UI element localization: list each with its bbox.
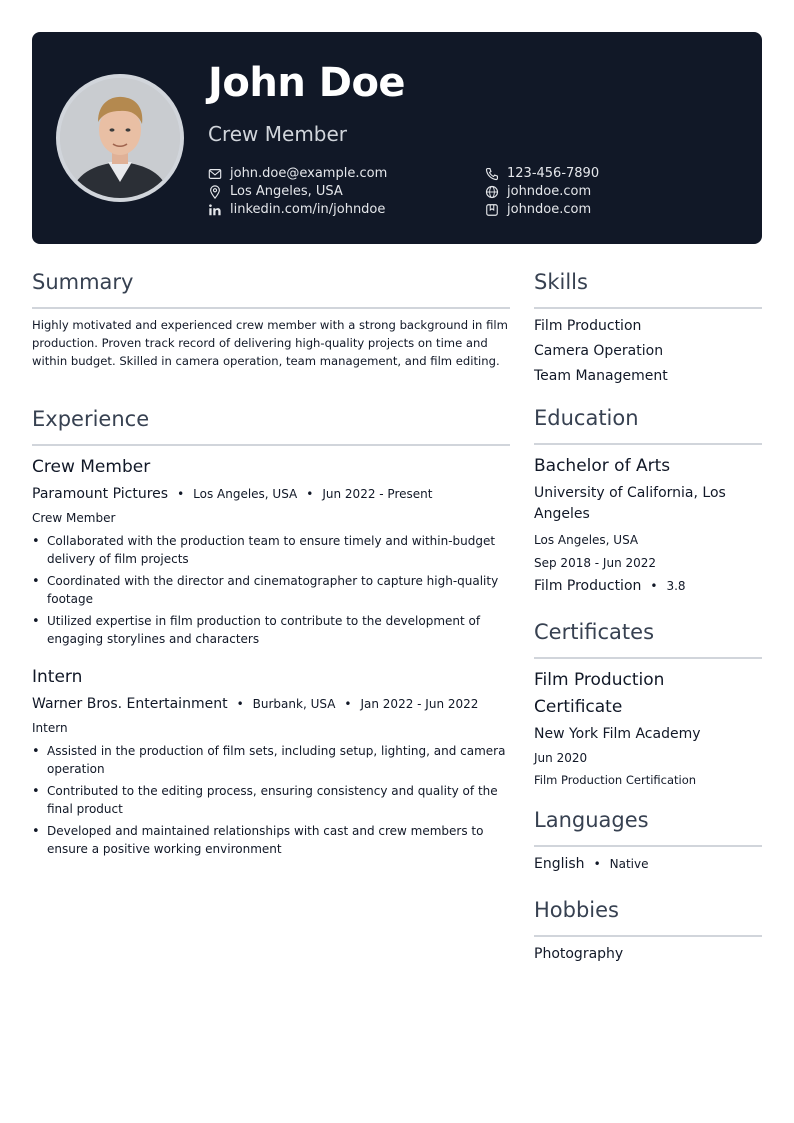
separator-dot: • — [177, 487, 185, 501]
avatar-portrait — [60, 78, 180, 198]
education-gpa: 3.8 — [666, 579, 686, 593]
separator-dot: • — [236, 697, 244, 711]
job-bullet: • Utilized expertise in film production to contribute to the development of engaging storylines and characters — [32, 612, 512, 648]
job-bullet: • Assisted in the production of film sets, including setup, lighting, and camera operation — [32, 742, 512, 778]
summary-divider — [32, 307, 510, 309]
skills-heading: Skills — [534, 270, 588, 294]
contact-linkedin-text: linkedin.com/in/johndoe — [230, 202, 386, 217]
contact-phone[interactable] — [485, 166, 599, 181]
contact-linkedin[interactable] — [208, 202, 385, 217]
education-school: University of California, Los Angeles — [534, 485, 726, 522]
languages-heading: Languages — [534, 808, 649, 832]
resume-header — [32, 32, 762, 244]
avatar — [56, 74, 184, 202]
education-heading: Education — [534, 406, 639, 430]
job-bullet: • Contributed to the editing process, ensuring consistency and quality of the final product — [32, 782, 512, 818]
skill-item: Film Production — [534, 318, 642, 334]
job-dates: Jun 2022 - Present — [322, 487, 433, 501]
contact-portfolio-text: johndoe.com — [507, 202, 592, 217]
contact-phone-text: 123-456-7890 — [507, 166, 600, 181]
skill-item: Team Management — [534, 368, 668, 384]
separator-dot: • — [650, 579, 658, 593]
experience-divider — [32, 444, 510, 446]
certificate-issuer: New York Film Academy — [534, 726, 701, 742]
languages-divider — [534, 845, 762, 847]
language-name: English — [534, 856, 585, 872]
job-dates: Jan 2022 - Jun 2022 — [360, 697, 479, 711]
job-bullet: • Collaborated with the production team to ensure timely and within-budget delivery of film projects — [32, 532, 512, 568]
candidate-name: John Doe — [208, 60, 406, 106]
education-divider — [534, 443, 762, 445]
job-title: Intern — [32, 667, 83, 687]
certificate-date: Jun 2020 — [534, 751, 588, 765]
linkedin-icon — [208, 203, 222, 217]
summary-heading: Summary — [32, 270, 134, 294]
certificates-heading: Certificates — [534, 620, 655, 644]
job-company-line — [32, 486, 432, 502]
education-location: Los Angeles, USA — [534, 533, 639, 547]
hobbies-heading: Hobbies — [534, 898, 619, 922]
separator-dot: • — [306, 487, 314, 501]
job-company: Warner Bros. Entertainment — [32, 696, 228, 712]
job-company: Paramount Pictures — [32, 486, 169, 502]
separator-dot: • — [344, 697, 352, 711]
contact-location-text: Los Angeles, USA — [230, 184, 343, 199]
certificate-description: Film Production Certification — [534, 773, 697, 787]
contact-email[interactable] — [208, 166, 387, 181]
job-role: Crew Member — [32, 511, 116, 525]
language-level: Native — [609, 857, 649, 871]
job-role: Intern — [32, 721, 68, 735]
job-title: Crew Member — [32, 457, 151, 477]
job-bullets — [32, 742, 512, 862]
bookmark-icon — [485, 203, 499, 217]
contact-website[interactable] — [485, 184, 591, 199]
education-dates: Sep 2018 - Jun 2022 — [534, 556, 657, 570]
language-line — [534, 856, 649, 872]
experience-heading: Experience — [32, 407, 150, 431]
education-field-line — [534, 578, 686, 594]
job-company-line — [32, 696, 478, 712]
mail-icon — [208, 167, 222, 181]
phone-icon — [485, 167, 499, 181]
separator-dot: • — [593, 857, 601, 871]
map-pin-icon — [208, 185, 222, 199]
contact-website-text: johndoe.com — [507, 184, 592, 199]
job-bullets — [32, 532, 512, 652]
skills-divider — [534, 307, 762, 309]
job-location: Los Angeles, USA — [193, 487, 298, 501]
contact-location — [208, 184, 343, 199]
education-field: Film Production — [534, 578, 642, 594]
summary-text: Highly motivated and experienced crew member with a strong background in film production. Proven track record of delivering high-quality projects on time and within budget. Skilled in camera operation, team management, and film editing. — [32, 318, 508, 368]
job-bullet: • Developed and maintained relationships with cast and crew members to ensure a positive working environment — [32, 822, 512, 858]
certificates-divider — [534, 657, 762, 659]
contact-email-text: john.doe@example.com — [230, 166, 388, 181]
skill-item: Camera Operation — [534, 343, 664, 359]
education-degree: Bachelor of Arts — [534, 456, 671, 476]
job-location: Burbank, USA — [252, 697, 336, 711]
contact-portfolio[interactable] — [485, 202, 591, 217]
hobbies-divider — [534, 935, 762, 937]
job-bullet: • Coordinated with the director and cinematographer to capture high-quality footage — [32, 572, 512, 608]
hobby-item: Photography — [534, 946, 624, 962]
globe-icon — [485, 185, 499, 199]
candidate-role: Crew Member — [208, 122, 348, 146]
certificate-name: Film Production Certificate — [534, 670, 665, 717]
